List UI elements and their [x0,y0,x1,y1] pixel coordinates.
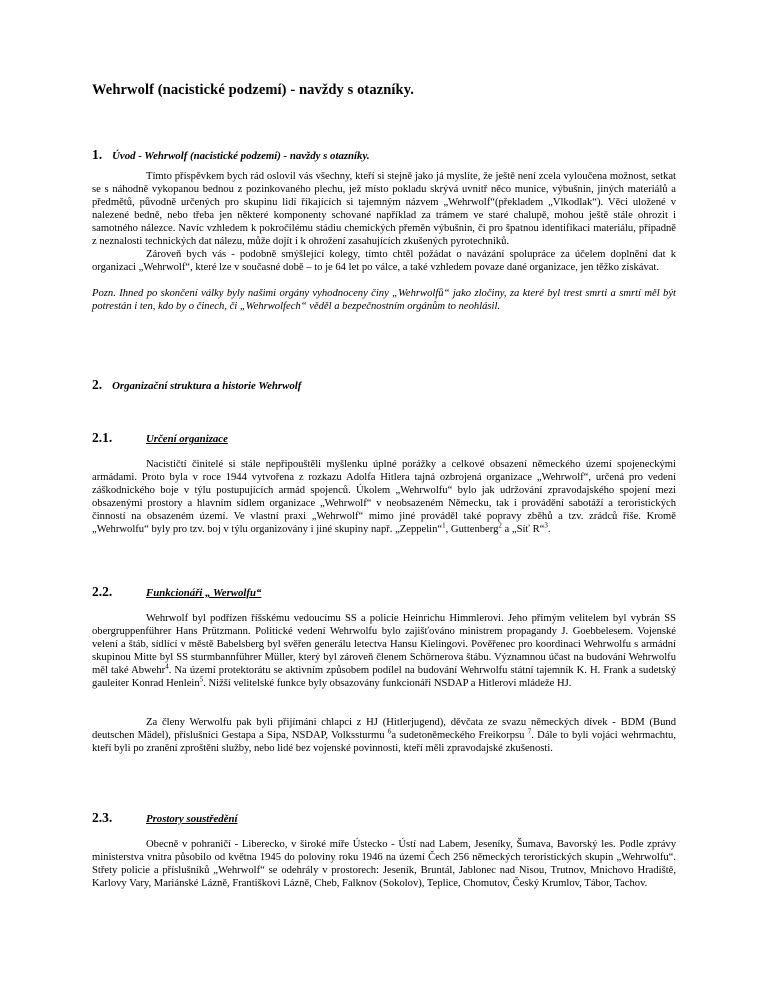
paragraph-text: Nacističtí činitelé si stále nepřipouštěli myšlenku úplné porážky a celkové obsazení německého území spojeneckými armádami. Proto byla v roce 1944 vytvořena z rozkazu Adolfa Hitlera tajná ozbrojená organizace „Wehrwolf“, určená pro vedení záškodnického boje v týlu postupujících armád spojenců. Úkolem „Wehrwolfu“ bylo jak udržování zpravodajského spojení mezi obsazenými prostory a hlavním sídlem organizace „Wehrwolf“ v neobsazeném Německu, tak i provádění sabotáží a teroristických činností na obsazeném území. Ve vlastní praxi „Wehrwolf“ mimo jiné prováděl také popravy zběhů a tzv. zrádců říše. Kromě „Wehrwolfu“ byly pro tzv. boj v týlu organizovány i jiné skupiny např. „Zeppelin“ [92,459,676,535]
section-2-2-paragraph-2 [92,716,676,755]
paragraph-text: . [547,524,551,535]
document-title: Wehrwolf (nacistické podzemí) - navždy s otazníky. [92,82,414,98]
paragraph-text: . Na území protektorátu se aktivním způsobem podílel na budování Wehrwolfu státní tajemník K. H. Frank a sudetský gauleiter Konrad Henlein [92,665,676,689]
paragraph-text: Za členy Werwolfu pak byli přijímáni chlapci z HJ (Hitlerjugend), děvčata ze svazu německých dívek - BDM (Bund deutschen Mädel), příslušníci Gestapa a Sipa, NSDAP, Volkssturmu [92,717,676,741]
section-number: 1. [92,147,103,162]
footnote-ref[interactable]: 4 [165,662,169,671]
paragraph-text: a „Síť R“ [501,524,545,535]
section-2-1-paragraph [92,458,676,536]
footnote-ref[interactable]: 6 [387,727,392,736]
section-title: Organizační struktura a historie Wehrwolf [112,380,302,392]
paragraph-text: , Guttenberg [445,524,499,535]
section-number: 2. [92,377,103,392]
paragraph-text: . Dále to byli vojáci wehrmachtu, kteří byli po zranění zproštěni služby, nebo lidé bez vojenské povinnosti, kteří měli zpravodajské zkušenosti. [92,730,676,754]
section-2-heading [92,377,301,393]
section-title: Určení organizace [146,433,228,445]
section-2-3-heading [92,810,237,826]
section-1-paragraph-1: Tímto příspěvkem bych rád oslovil vás všechny, kteří si stejně jako já myslíte, že ještě není zcela vyloučena možnost, setkat se s náhodně vykopanou bednou z pozinkovaného plechu, jež místo pokladu skrývá uvnitř něco munice, výbušnin, jiných materiálů a předmětů, původně určených pro skupinu lidí říkajících si tajemným názvem „Wehrwolf“(překladem „Vlkodlak“). Věci uložené v nalezené bedně, nebo třeba jen některé komponenty schované například za trámem ve staré chalupě, mohou ještě stále ohrozit i samotného nálezce. Navíc vzhledem k pokročilému stádiu chemických přeměn výbušnin, či pro špatnou identifikaci materiálu, případně z neznalosti technických dat nálezu, může dojít i k ohrožení zasahujících zkušených pyrotechniků. [92,171,676,247]
section-number: 2.1. [92,430,113,445]
footnote-ref[interactable]: 5 [199,675,204,684]
section-number: 2.3. [92,810,113,825]
paragraph-text: . Nižší velitelské funkce byly obsazovány funkcionáři NSDAP a Hitlerovi mládeže HJ. [203,678,572,689]
paragraph-text: a sudetoněmeckého Freikorpsu [391,730,528,741]
paragraph-text: Wehrwolf byl podřízen říšskému vedoucímu SS a policie Heinrichu Himmlerovi. Jeho přímým velitelem byl vybrán SS obergruppenführer Hans Prützmann. Politické vedení Wehrwolfu bylo zajišťováno ministrem propagandy J. Goebbelesem. Vojenské velení a štáb, sídlící v městě Babelsberg byl svěřen generálu letectva Hansu Kielingovi. Pověřenec pro koordinaci Wehrwolfu s armádní skupinou Mitte byl SS sturmbannführer Müller, který byl zároveň členem Schörnerova štábu. Významnou účast na budování Wehrwolfu měl také Abwehr [92,613,676,676]
section-1-heading [92,147,370,163]
section-title: Úvod - Wehrwolf (nacistické podzemí) - navždy s otazníky. [112,150,370,162]
section-title: Funkcionáři „ Werwolfu“ [146,587,262,599]
section-2-2-heading [92,584,261,600]
section-2-3-paragraph: Obecně v pohraničí - Liberecko, v široké míře Ústecko - Ústí nad Labem, Jeseníky, Šumava, Bavorský les. Podle zprávy ministerstva vnitra působilo od května 1945 do poloviny roku 1946 na území Čech 256 německých teroristických skupin „Wehrwolfu“. Střety policie a příslušníků „Wehrwolf“ se odehrály v prostorech: Jeseník, Bruntál, Jablonec nad Nisou, Trutnov, Mnichovo Hradiště, Karlovy Vary, Mariánské Lázně, Františkovi Lázně, Cheb, Falknov (Sokolov), Teplice, Chomutov, Český Krumlov, Tábor, Tachov. [92,839,676,889]
section-1-paragraph-2: Zároveň bych vás - podobně smýšlející kolegy, tímto chtěl požádat o navázání spolupráce za účelem doplnění dat k organizaci „Wehrwolf“, které lze v současné době – to je 64 let po válce, a také vzhledem povaze dané organizace, jen těžko získávat. [92,249,676,273]
footnote-ref[interactable]: 7 [527,727,532,736]
footnote-ref[interactable]: 2 [498,521,502,530]
section-title: Prostory soustředění [146,813,238,825]
section-2-1-heading [92,430,228,446]
section-2-2-paragraph-1 [92,612,676,690]
footnote-ref[interactable]: 1 [442,521,446,530]
footnote-ref[interactable]: 3 [544,521,548,530]
section-number: 2.2. [92,584,113,599]
section-1-note: Pozn. Ihned po skončení války byly našimi orgány vyhodnoceny činy „Wehrwolfů“ jako zločiny, za které byl trest smrti a smrtí měl být potrestán i ten, kdo by o činech, či „Wehrwolfech“ věděl a bezpečnostním orgánům to neohlásil. [92,288,676,312]
